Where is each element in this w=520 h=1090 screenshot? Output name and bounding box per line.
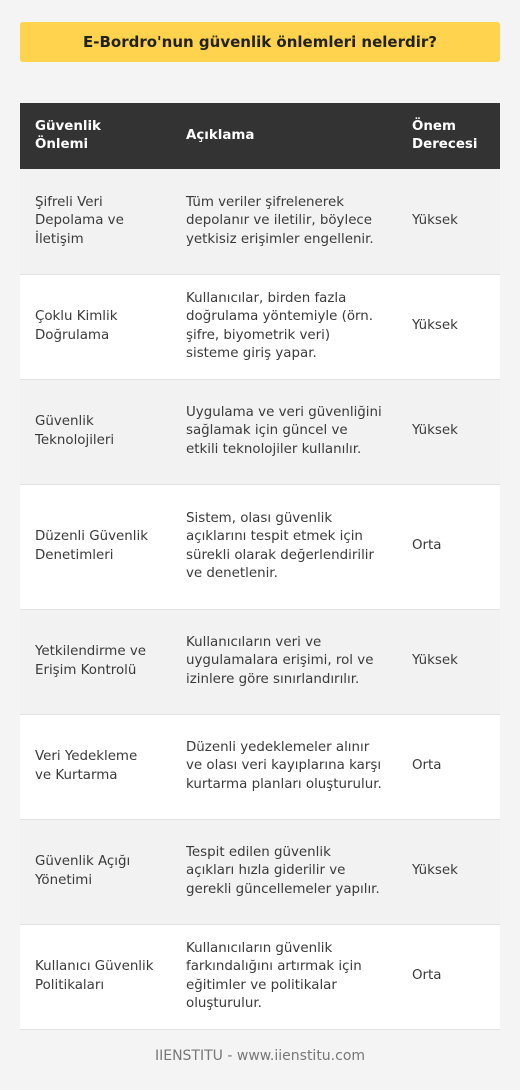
cell-description: Kullanıcıların güvenlik farkındalığını artırmak için eğitimler ve politikalar oluşturulur. bbox=[171, 924, 397, 1029]
cell-measure: Veri Yedekleme ve Kurtarma bbox=[20, 714, 171, 819]
cell-description: Uygulama ve veri güvenliğini sağlamak için güncel ve etkili teknolojiler kullanılır. bbox=[171, 379, 397, 484]
table-row bbox=[20, 819, 500, 924]
cell-importance: Yüksek bbox=[397, 379, 500, 484]
cell-measure: Güvenlik Açığı Yönetimi bbox=[20, 819, 171, 924]
cell-description: Kullanıcıların veri ve uygulamalara erişimi, rol ve izinlere göre sınırlandırılır. bbox=[171, 609, 397, 714]
cell-description: Kullanıcılar, birden fazla doğrulama yöntemiyle (örn. şifre, biyometrik veri) sisteme giriş yapar. bbox=[171, 274, 397, 379]
cell-importance: Yüksek bbox=[397, 274, 500, 379]
cell-description: Düzenli yedeklemeler alınır ve olası veri kayıplarına karşı kurtarma planları oluşturulur. bbox=[171, 714, 397, 819]
table-row bbox=[20, 379, 500, 484]
page-title: E-Bordro'nun güvenlik önlemleri nelerdir? bbox=[20, 22, 500, 62]
header-importance: Önem Derecesi bbox=[397, 103, 500, 169]
cell-description: Sistem, olası güvenlik açıklarını tespit etmek için sürekli olarak değerlendirilir ve denetlenir. bbox=[171, 484, 397, 609]
cell-description: Tespit edilen güvenlik açıkları hızla giderilir ve gerekli güncellemeler yapılır. bbox=[171, 819, 397, 924]
security-table-container bbox=[20, 103, 500, 1030]
cell-measure: Güvenlik Teknolojileri bbox=[20, 379, 171, 484]
table-row bbox=[20, 484, 500, 609]
table-row bbox=[20, 924, 500, 1029]
footer-credit: IIENSTITU - www.iienstitu.com bbox=[154, 1048, 366, 1064]
cell-measure: Kullanıcı Güvenlik Politikaları bbox=[20, 924, 171, 1029]
table-row bbox=[20, 169, 500, 274]
table-row bbox=[20, 609, 500, 714]
table-header-row bbox=[20, 103, 500, 169]
cell-measure: Yetkilendirme ve Erişim Kontrolü bbox=[20, 609, 171, 714]
cell-importance: Yüksek bbox=[397, 819, 500, 924]
header-measure: Güvenlik Önlemi bbox=[20, 103, 171, 169]
cell-description: Tüm veriler şifrelenerek depolanır ve iletilir, böylece yetkisiz erişimler engellenir. bbox=[171, 169, 397, 274]
cell-measure: Düzenli Güvenlik Denetimleri bbox=[20, 484, 171, 609]
cell-importance: Orta bbox=[397, 924, 500, 1029]
cell-measure: Şifreli Veri Depolama ve İletişim bbox=[20, 169, 171, 274]
table-row bbox=[20, 274, 500, 379]
table-row bbox=[20, 714, 500, 819]
cell-measure: Çoklu Kimlik Doğrulama bbox=[20, 274, 171, 379]
header-description: Açıklama bbox=[171, 103, 397, 169]
cell-importance: Yüksek bbox=[397, 169, 500, 274]
cell-importance: Orta bbox=[397, 714, 500, 819]
cell-importance: Orta bbox=[397, 484, 500, 609]
cell-importance: Yüksek bbox=[397, 609, 500, 714]
security-table bbox=[20, 103, 500, 1030]
